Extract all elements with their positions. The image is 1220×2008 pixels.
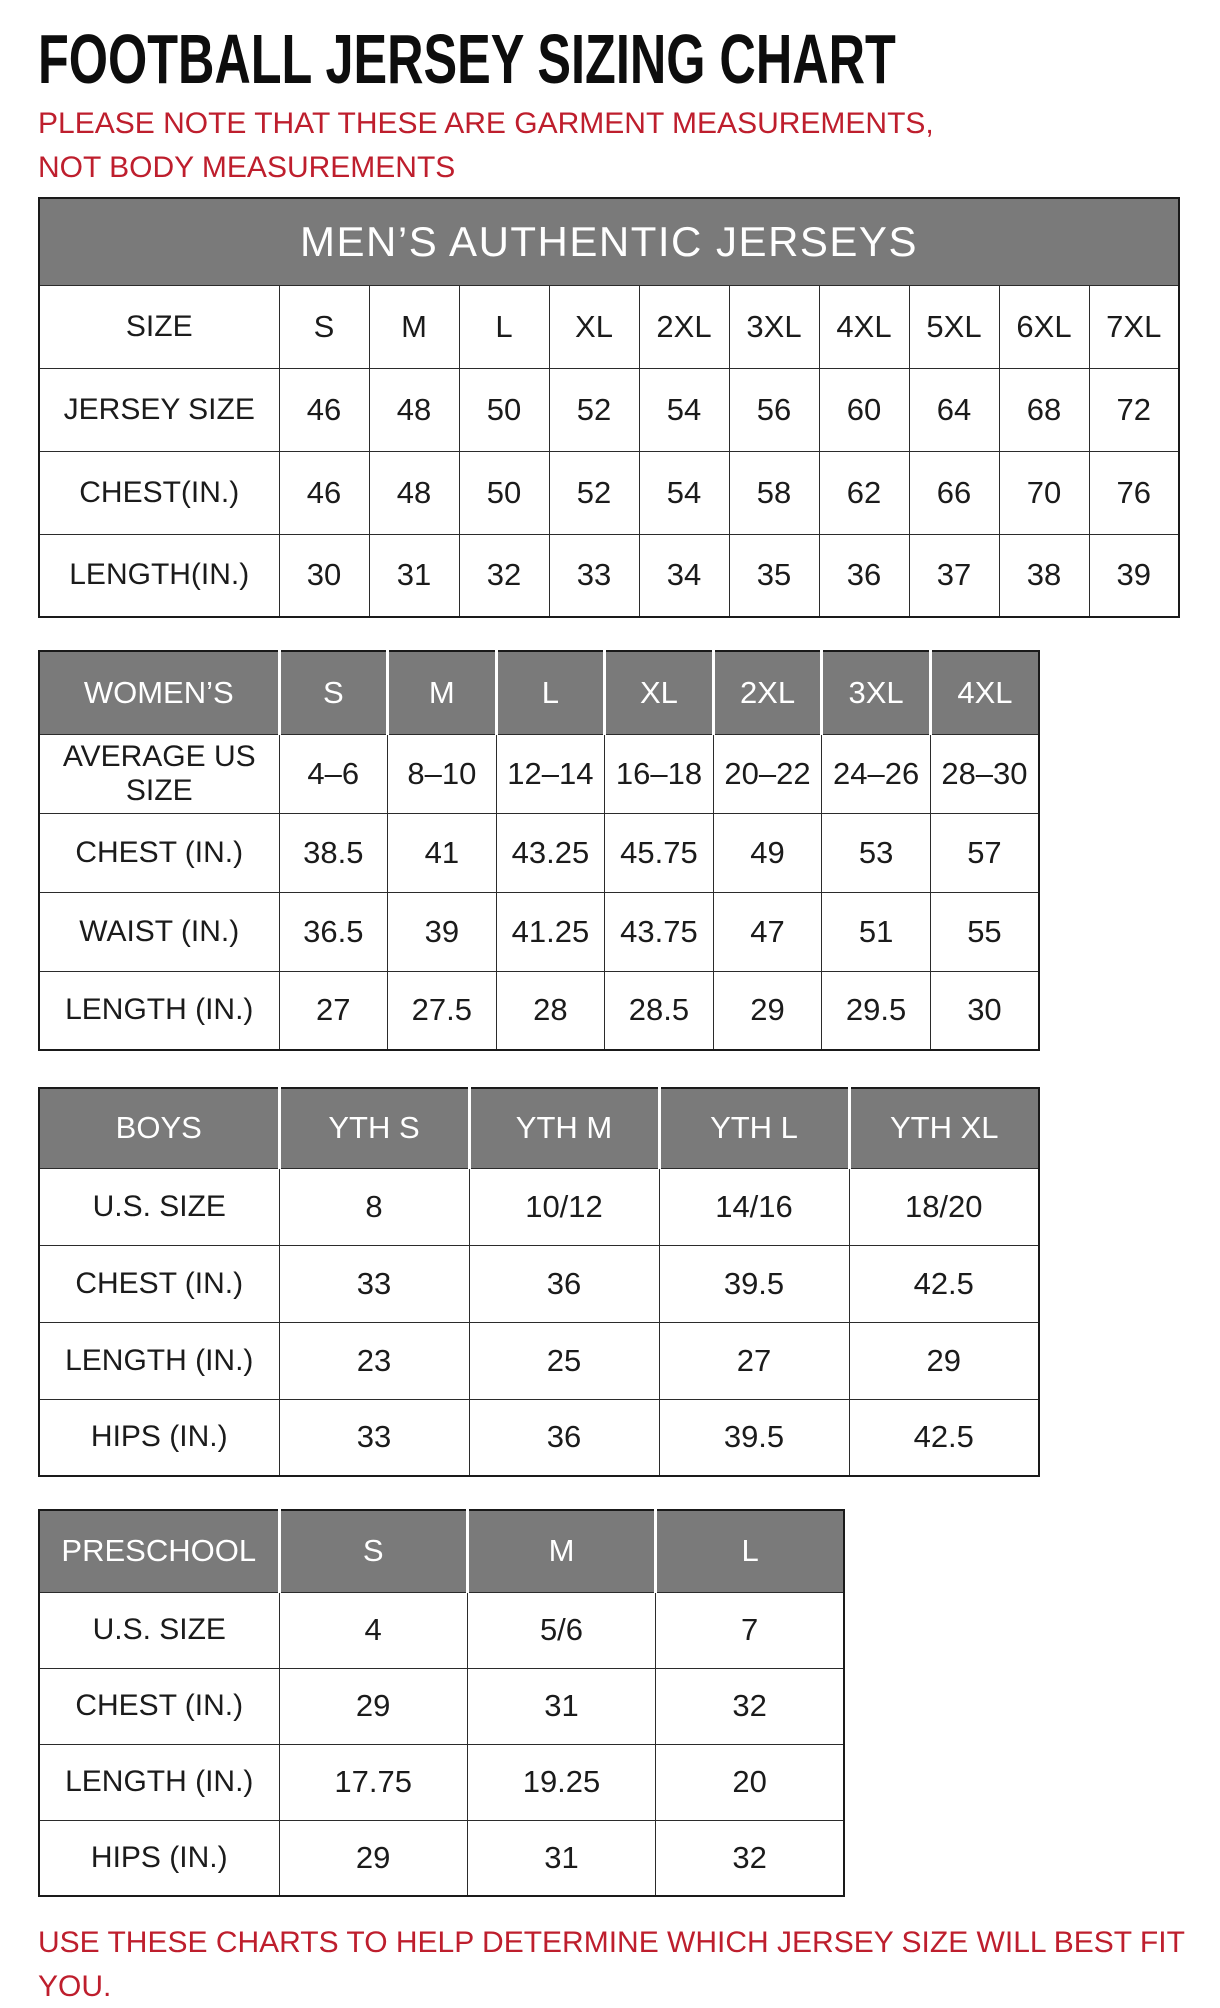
value-cell: 57 (930, 813, 1039, 892)
value-cell: 29 (849, 1322, 1039, 1399)
value-cell: 33 (279, 1399, 469, 1476)
row-label-cell: WAIST (IN.) (39, 892, 279, 971)
value-cell: 76 (1089, 451, 1179, 534)
size-tables-container (38, 197, 1220, 1897)
table-row (39, 1245, 1039, 1322)
row-label-cell: LENGTH (IN.) (39, 971, 279, 1050)
value-cell: 20–22 (713, 734, 822, 813)
value-cell: 28–30 (930, 734, 1039, 813)
value-cell: 23 (279, 1322, 469, 1399)
table-row (39, 734, 1039, 813)
row-label-cell: CHEST (IN.) (39, 1668, 279, 1744)
value-cell: 55 (930, 892, 1039, 971)
table-row (39, 1592, 844, 1668)
value-cell: 4 (279, 1592, 467, 1668)
boys-size-table (38, 1087, 1040, 1477)
column-header-cell: YTH XL (849, 1088, 1039, 1168)
value-cell: L (459, 285, 549, 368)
value-cell: 39.5 (659, 1399, 849, 1476)
value-cell: 38.5 (279, 813, 388, 892)
column-header-cell: L (496, 651, 605, 734)
value-cell: 36 (469, 1245, 659, 1322)
column-header-cell: S (279, 651, 388, 734)
column-header-cell: 3XL (822, 651, 931, 734)
value-cell: 52 (549, 368, 639, 451)
value-cell: 36 (819, 534, 909, 617)
value-cell: 31 (467, 1668, 655, 1744)
row-label-cell: LENGTH (IN.) (39, 1744, 279, 1820)
value-cell: 37 (909, 534, 999, 617)
value-cell: 45.75 (605, 813, 714, 892)
best-fit-note: USE THESE CHARTS TO HELP DETERMINE WHICH JERSEY SIZE WILL BEST FIT YOU. (38, 1926, 1185, 2003)
womens-table-title-cell: WOMEN’S (39, 651, 279, 734)
row-label-cell: U.S. SIZE (39, 1168, 279, 1245)
table-row (39, 451, 1179, 534)
value-cell: 66 (909, 451, 999, 534)
value-cell: 68 (999, 368, 1089, 451)
page-title (38, 20, 1220, 98)
column-header-cell: L (656, 1510, 844, 1592)
table-row (39, 1820, 844, 1896)
table-row (39, 1744, 844, 1820)
row-label-cell: SIZE (39, 285, 279, 368)
banner-row (39, 198, 1179, 285)
column-header-cell: S (279, 1510, 467, 1592)
value-cell: 50 (459, 451, 549, 534)
row-label-cell: CHEST(IN.) (39, 451, 279, 534)
page-title-text: FOOTBALL JERSEY SIZING CHART (38, 20, 896, 98)
value-cell: 24–26 (822, 734, 931, 813)
row-label-cell: JERSEY SIZE (39, 368, 279, 451)
value-cell: 8–10 (388, 734, 497, 813)
value-cell: 17.75 (279, 1744, 467, 1820)
value-cell: 29 (279, 1668, 467, 1744)
value-cell: 53 (822, 813, 931, 892)
value-cell: 19.25 (467, 1744, 655, 1820)
table-row (39, 1399, 1039, 1476)
value-cell: 14/16 (659, 1168, 849, 1245)
value-cell: 50 (459, 368, 549, 451)
value-cell: 48 (369, 368, 459, 451)
mens-size-table (38, 197, 1180, 618)
value-cell: 34 (639, 534, 729, 617)
value-cell: 29.5 (822, 971, 931, 1050)
value-cell: 10/12 (469, 1168, 659, 1245)
column-header-cell: YTH S (279, 1088, 469, 1168)
value-cell: 41.25 (496, 892, 605, 971)
value-cell: 39 (1089, 534, 1179, 617)
value-cell: 28 (496, 971, 605, 1050)
value-cell: 48 (369, 451, 459, 534)
value-cell: 16–18 (605, 734, 714, 813)
value-cell: 4–6 (279, 734, 388, 813)
value-cell: 52 (549, 451, 639, 534)
table-row (39, 368, 1179, 451)
value-cell: 35 (729, 534, 819, 617)
column-header-cell: YTH L (659, 1088, 849, 1168)
value-cell: 39.5 (659, 1245, 849, 1322)
column-header-cell: XL (605, 651, 714, 734)
column-header-cell: 4XL (930, 651, 1039, 734)
table-row (39, 285, 1179, 368)
value-cell: 42.5 (849, 1399, 1039, 1476)
row-label-cell: U.S. SIZE (39, 1592, 279, 1668)
value-cell: 32 (459, 534, 549, 617)
value-cell: XL (549, 285, 639, 368)
header-row (39, 1510, 844, 1592)
value-cell: 62 (819, 451, 909, 534)
value-cell: 31 (467, 1820, 655, 1896)
value-cell: 7 (656, 1592, 844, 1668)
value-cell: 27.5 (388, 971, 497, 1050)
value-cell: 5XL (909, 285, 999, 368)
value-cell: M (369, 285, 459, 368)
value-cell: 46 (279, 451, 369, 534)
value-cell: 72 (1089, 368, 1179, 451)
value-cell: 3XL (729, 285, 819, 368)
value-cell: 46 (279, 368, 369, 451)
boys-table-title-cell: BOYS (39, 1088, 279, 1168)
value-cell: 47 (713, 892, 822, 971)
value-cell: 42.5 (849, 1245, 1039, 1322)
value-cell: 41 (388, 813, 497, 892)
value-cell: 33 (279, 1245, 469, 1322)
womens-size-table (38, 650, 1040, 1051)
value-cell: 27 (659, 1322, 849, 1399)
row-label-cell: HIPS (IN.) (39, 1399, 279, 1476)
value-cell: 43.25 (496, 813, 605, 892)
preschool-size-table (38, 1509, 845, 1897)
table-row (39, 1668, 844, 1744)
value-cell: 29 (713, 971, 822, 1050)
value-cell: 58 (729, 451, 819, 534)
value-cell: 4XL (819, 285, 909, 368)
value-cell: 36 (469, 1399, 659, 1476)
value-cell: 5/6 (467, 1592, 655, 1668)
value-cell: 54 (639, 451, 729, 534)
value-cell: 12–14 (496, 734, 605, 813)
value-cell: 7XL (1089, 285, 1179, 368)
row-label-cell: HIPS (IN.) (39, 1820, 279, 1896)
value-cell: 28.5 (605, 971, 714, 1050)
value-cell: 39 (388, 892, 497, 971)
row-label-cell: CHEST (IN.) (39, 813, 279, 892)
value-cell: 32 (656, 1668, 844, 1744)
column-header-cell: YTH M (469, 1088, 659, 1168)
row-label-cell: CHEST (IN.) (39, 1245, 279, 1322)
value-cell: 33 (549, 534, 639, 617)
column-header-cell: M (467, 1510, 655, 1592)
value-cell: S (279, 285, 369, 368)
value-cell: 6XL (999, 285, 1089, 368)
value-cell: 20 (656, 1744, 844, 1820)
value-cell: 49 (713, 813, 822, 892)
row-label-cell: LENGTH(IN.) (39, 534, 279, 617)
table-row (39, 892, 1039, 971)
value-cell: 56 (729, 368, 819, 451)
mens-table-banner: MEN’S AUTHENTIC JERSEYS (39, 198, 1179, 285)
value-cell: 2XL (639, 285, 729, 368)
header-row (39, 651, 1039, 734)
row-label-cell: AVERAGE US SIZE (39, 734, 279, 813)
value-cell: 8 (279, 1168, 469, 1245)
value-cell: 27 (279, 971, 388, 1050)
garment-measurements-note: PLEASE NOTE THAT THESE ARE GARMENT MEASUREMENTS, NOT BODY MEASUREMENTS (38, 107, 934, 184)
value-cell: 32 (656, 1820, 844, 1896)
preschool-table-title-cell: PRESCHOOL (39, 1510, 279, 1592)
value-cell: 30 (930, 971, 1039, 1050)
value-cell: 25 (469, 1322, 659, 1399)
value-cell: 36.5 (279, 892, 388, 971)
value-cell: 31 (369, 534, 459, 617)
table-row (39, 971, 1039, 1050)
row-label-cell: LENGTH (IN.) (39, 1322, 279, 1399)
value-cell: 29 (279, 1820, 467, 1896)
column-header-cell: 2XL (713, 651, 822, 734)
value-cell: 60 (819, 368, 909, 451)
value-cell: 43.75 (605, 892, 714, 971)
value-cell: 30 (279, 534, 369, 617)
value-cell: 64 (909, 368, 999, 451)
column-header-cell: M (388, 651, 497, 734)
value-cell: 51 (822, 892, 931, 971)
value-cell: 38 (999, 534, 1089, 617)
table-row (39, 534, 1179, 617)
table-row (39, 813, 1039, 892)
table-row (39, 1322, 1039, 1399)
value-cell: 18/20 (849, 1168, 1039, 1245)
value-cell: 54 (639, 368, 729, 451)
table-row (39, 1168, 1039, 1245)
value-cell: 70 (999, 451, 1089, 534)
header-row (39, 1088, 1039, 1168)
